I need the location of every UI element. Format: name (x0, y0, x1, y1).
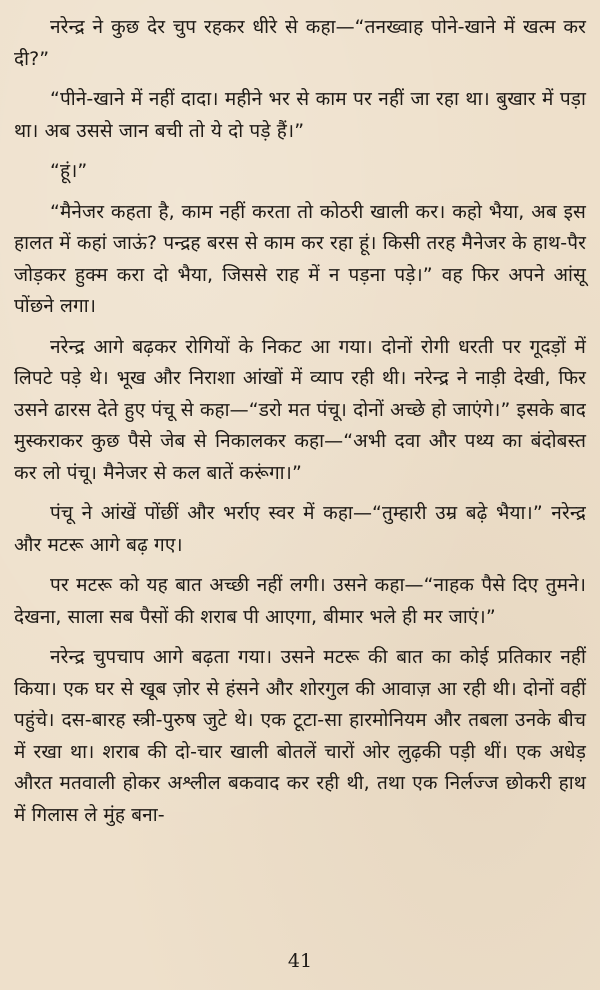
page-number: 41 (287, 950, 313, 972)
body-text (14, 12, 586, 840)
paragraph-2: “पीने-खाने में नहीं दादा। महीने भर से काम पर नहीं जा रहा था। बुखार में पड़ा था। अब उससे जान बची तो ये दो पड़े हैं।” (14, 88, 586, 142)
paragraph-8: नरेन्द्र चुपचाप आगे बढ़ता गया। उसने मटरू की बात का कोई प्रतिकार नहीं किया। एक घर से खूब ज़ोर से हंसने और शोरगुल की आवाज़ आ रही थी। दोनों वहीं पहुंचे। दस-बारह स्त्री-पुरुष जुटे थे। एक टूटा-सा हारमोनियम और तबला उनके बीच में रखा था। शराब की दो-चार खाली बोतलें चारों ओर लुढ़की पड़ी थीं। एक अधेड़ औरत मतवाली होकर अश्लील बकवाद कर रही थी, तथा एक निर्लज्ज छोकरी हाथ में गिलास ले मुंह बना- (14, 646, 586, 826)
paragraph-7: पर मटरू को यह बात अच्छी नहीं लगी। उसने कहा—“नाहक पैसे दिए तुमने। देखना, साला सब पैसों की शराब पी आएगा, बीमार भले ही मर जाएं।” (14, 574, 586, 628)
paragraph-4: “मैनेजर कहता है, काम नहीं करता तो कोठरी खाली कर। कहो भैया, अब इस हालत में कहां जाऊं? पन्द्रह बरस से काम कर रहा हूं। किसी तरह मैनेजर के हाथ-पैर जोड़कर हुक्म करा दो भैया, जिससे राह में न पड़ना पड़े।” वह फिर अपने आंसू पोंछने लगा। (14, 200, 586, 317)
paragraph-1: नरेन्द्र ने कुछ देर चुप रहकर धीरे से कहा—“तनख्वाह पोने-खाने में खत्म कर दी?” (14, 16, 586, 70)
paragraph-3: “हूं।” (50, 160, 88, 182)
paragraph-5: नरेन्द्र आगे बढ़कर रोगियों के निकट आ गया। दोनों रोगी धरती पर गूदड़ों में लिपटे पड़े थे। भूख और निराशा आंखों में व्याप रही थी। नरेन्द्र ने नाड़ी देखी, फिर उसने ढारस देते हुए पंचू से कहा—“डरो मत पंचू। दोनों अच्छे हो जाएंगे।” इसके बाद मुस्कराकर कुछ पैसे जेब से निकालकर कहा—“अभी दवा और पथ्य का बंदोबस्त कर लो पंचू। मैनेजर से कल बातें करूंगा।” (14, 335, 586, 484)
paragraph-6: पंचू ने आंखें पोंछीं और भर्राए स्वर में कहा—“तुम्हारी उम्र बढ़े भैया।” नरेन्द्र और मटरू आगे बढ़ गए। (14, 502, 586, 556)
